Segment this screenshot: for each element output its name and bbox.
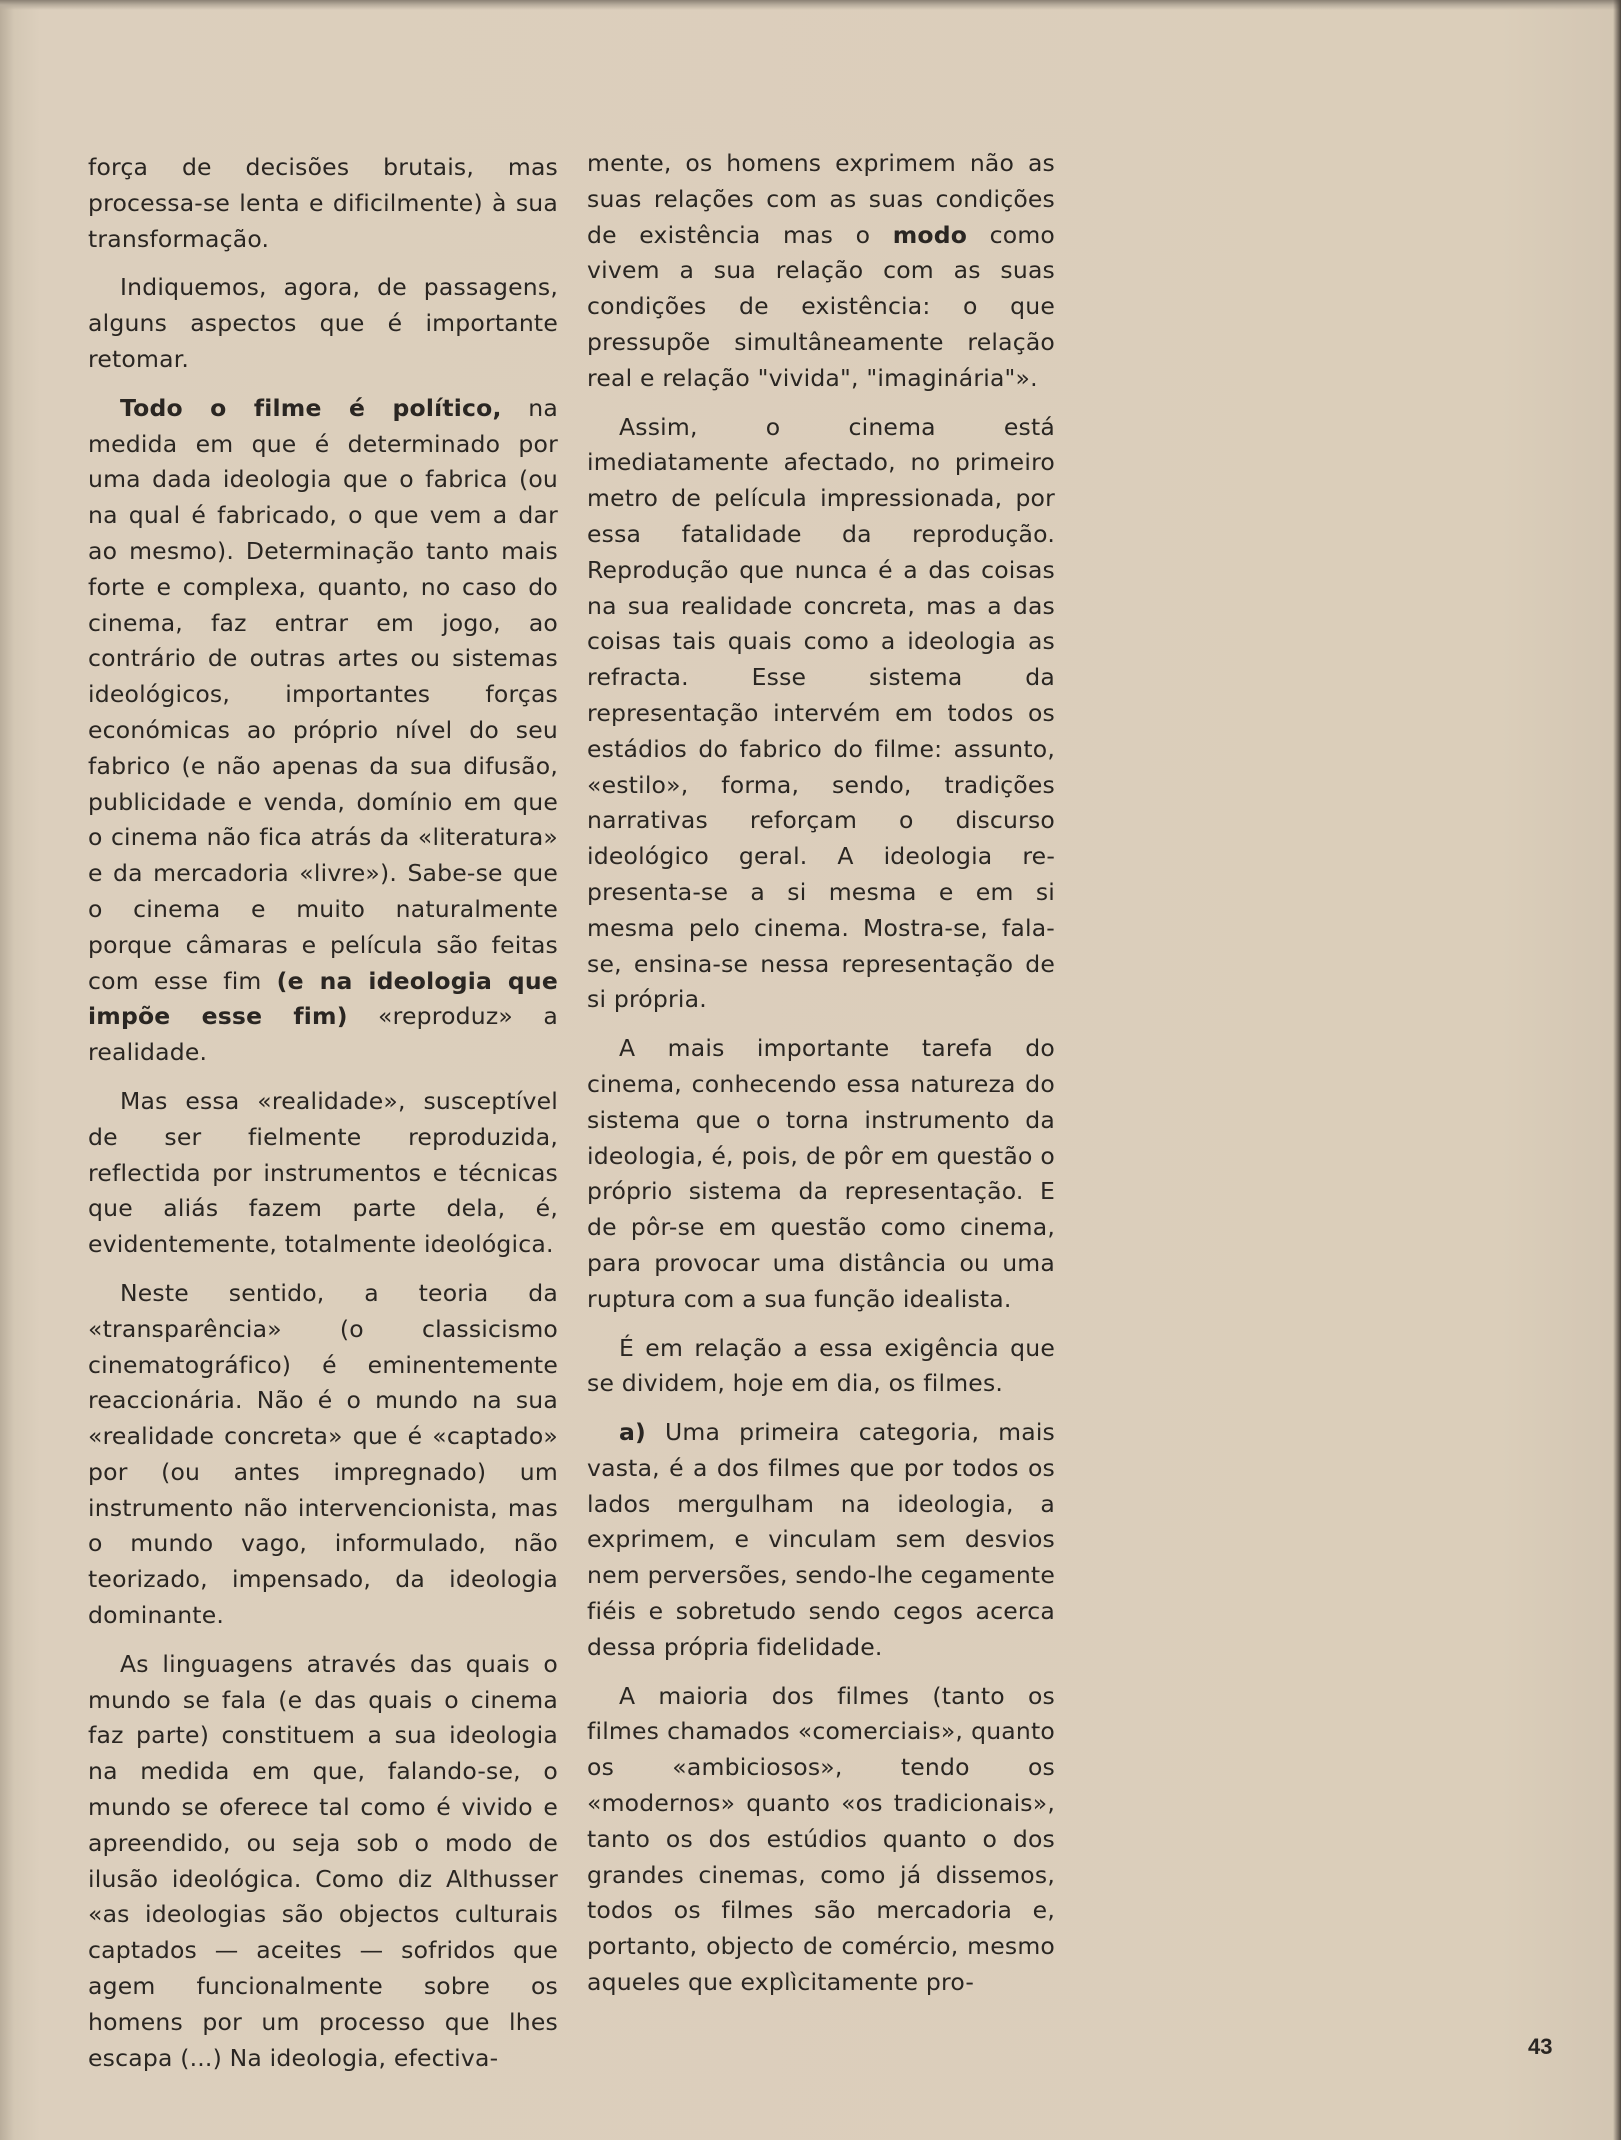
paragraph: força de decisões brutais, mas processa-se lenta e dificilmente) à sua transformação.	[88, 153, 558, 253]
paragraph	[587, 1415, 1055, 1666]
paragraph: A maioria dos filmes (tanto os filmes chamados «comerciais», quanto os «ambiciosos», tendo os «modernos» quanto «os tradicionais», tanto os dos estúdios quanto o dos grandes cinemas, como já dissemos, todos os filmes são mercadoria e, portanto, objecto de comércio, mesmo aqueles que explìcitamente pro-	[587, 1681, 1055, 1997]
paragraph: Assim, o cinema está imediatamente afectado, no primeiro metro de película impressionada, por essa fatalidade da reprodução. Reprodução que nunca é a das coisas na sua realidade concreta, mas a das coisas tais quais como a ideologia as refracta. Esse sistema da representação intervém em todos os estádios do fabrico do filme: assunto, «estilo», forma, sendo, tradições narrativas reforçam o discurso ideológico geral. A ideologia re-presenta-se a si mesma e em si mesma pelo cinema. Mostra-se, fala-se, ensina-se nessa representação de si própria.	[587, 412, 1055, 1014]
page-right-edge	[1613, 0, 1621, 2140]
text-span: na medida em que é determinado por uma dada ideologia que o fabrica (ou na qual é fabricado, o que vem a dar ao mesmo). Determinação tanto mais forte e complexa, quanto, no caso do cinema, faz entrar em jogo, ao contrário de outras artes ou sistemas ideológicos, importantes forças económicas ao próprio nível do seu fabrico (e não apenas da sua difusão, publicidade e venda, domínio em que o cinema não fica atrás da «literatura» e da mercadoria «livre»). Sabe-se que o cinema e muito naturalmente porque câmaras e película são feitas com esse fim	[88, 393, 558, 995]
text-span: como vivem a sua relação com as suas condições de existência: o que pressupõe simultâneamente relação real e relação "vivida", "imaginária"».	[587, 220, 1055, 392]
right-column	[587, 146, 1055, 2014]
page-top-edge	[0, 0, 1621, 10]
paragraph: Mas essa «realidade», susceptível de ser fielmente reproduzida, reflectida por instrumentos e técnicas que aliás fazem parte dela, é, evidentemente, totalmente ideológica.	[88, 1086, 558, 1259]
paragraph	[587, 146, 1055, 397]
text-span: «reproduz» a realidade.	[88, 1002, 558, 1067]
bold-text: modo	[892, 220, 968, 249]
bold-text: (e na ideologia que impõe esse fim)	[88, 966, 559, 1031]
text-span: mente, os homens exprimem não as suas relações com as suas condições de existência mas o	[587, 149, 1055, 249]
paragraph: É em relação a essa exigência que se dividem, hoje em dia, os filmes.	[587, 1333, 1055, 1398]
paragraph: A mais importante tarefa do cinema, conhecendo essa natureza do sistema que o torna instrumento da ideologia, é, pois, de pôr em questão o próprio sistema da representação. E de pôr-se em questão como cinema, para provocar uma distância ou uma ruptura com a sua função idealista.	[587, 1034, 1055, 1313]
paragraph: As linguagens através das quais o mundo se fala (e das quais o cinema faz parte) constituem a sua ideologia na medida em que, falando-se, o mundo se oferece tal como é vivido e apreendido, ou seja sob o modo de ilusão ideológica. Como diz Althusser «as ideologias são objectos culturais captados — aceites — sofridos que agem funcionalmente sobre os homens por um processo que lhes escapa (...) Na ideologia, efectiva-	[88, 1649, 558, 2072]
text-span: Uma primeira categoria, mais vasta, é a dos filmes que por todos os lados mergulham na ideologia, a exprimem, e vinculam sem desvios nem perversões, sendo-lhe cegamente fiéis e sobretudo sendo cegos acerca dessa própria fidelidade.	[587, 1418, 1055, 1661]
paragraph	[88, 391, 558, 1071]
bold-text: a)	[619, 1418, 646, 1447]
page-number: 43	[1528, 2034, 1553, 2059]
bold-text: Todo o filme é político,	[120, 393, 502, 422]
left-column	[88, 150, 558, 2089]
paragraph: Indiquemos, agora, de passagens, alguns aspectos que é importante retomar.	[88, 273, 558, 373]
paragraph: Neste sentido, a teoria da «transparência» (o classicismo cinematográfico) é eminentemente reaccionária. Não é o mundo na sua «realidade concreta» que é «captado» por (ou antes impregnado) um instrumento não intervencionista, mas o mundo vago, informulado, não teorizado, impensado, da ideologia dominante.	[88, 1278, 558, 1630]
